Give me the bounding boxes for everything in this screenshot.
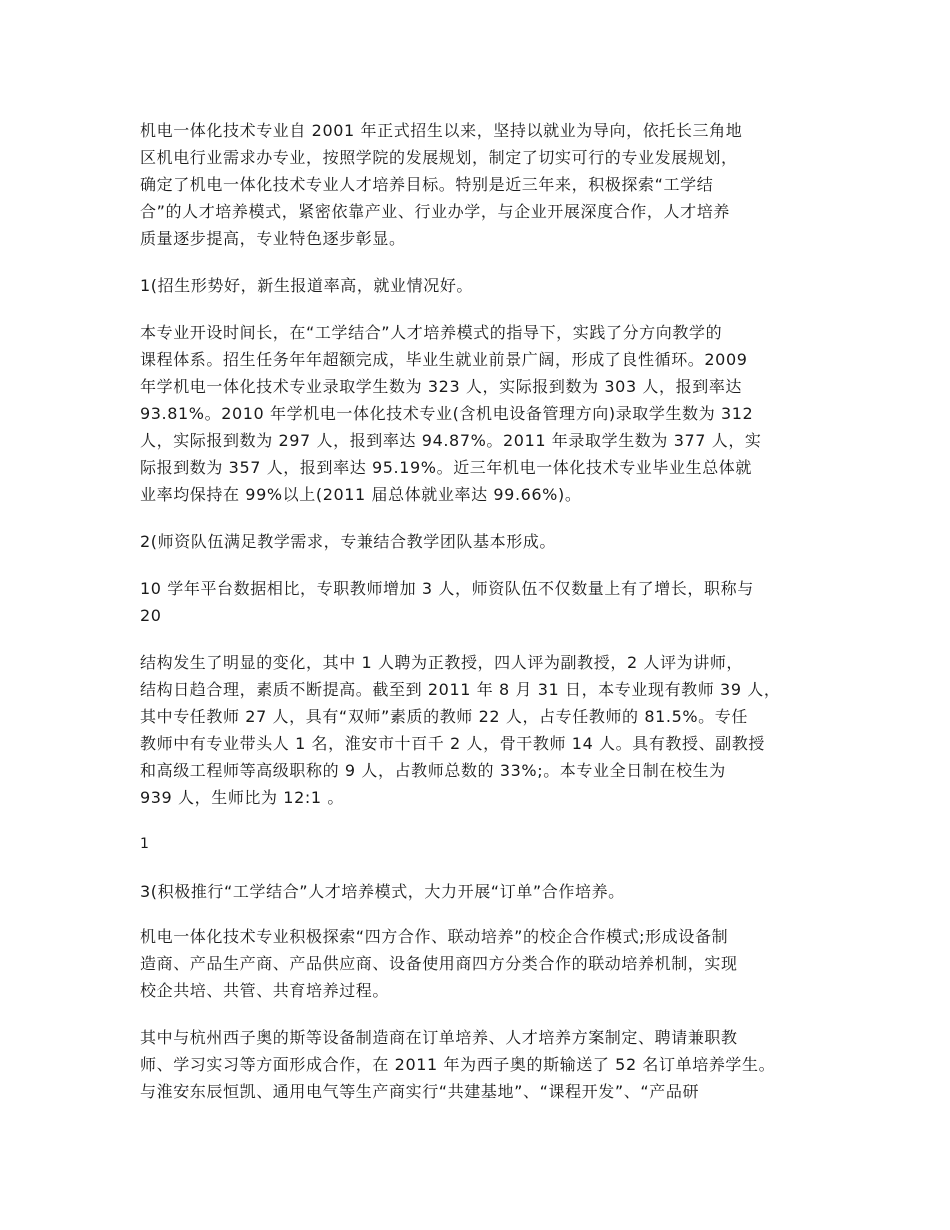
text-line: 结构日趋合理，素质不断提高。截至到 2011 年 8 月 31 日，本专业现有教师 39 人， [140, 680, 781, 699]
paragraph-intro [140, 117, 812, 252]
text-line: 质量逐步提高，专业特色逐步彰显。 [140, 229, 406, 248]
paragraph-cooperation-model [140, 923, 812, 1004]
text-line: 93.81%。2010 年学机电一体化技术专业(含机电设备管理方向)录取学生数为 312 [140, 404, 754, 423]
text-line: 校企共培、共管、共育培养过程。 [140, 981, 390, 1000]
paragraph-faculty-structure [140, 649, 812, 811]
text-line: 本专业开设时间长，在“工学结合”人才培养模式的指导下，实践了分方向教学的 [140, 323, 723, 342]
text-line: 20 [140, 606, 162, 625]
section-heading-2: 2(师资队伍满足教学需求，专兼结合教学团队基本形成。 [140, 532, 557, 551]
text-line: 其中与杭州西子奥的斯等设备制造商在订单培养、人才培养方案制定、聘请兼职教 [140, 1028, 738, 1047]
paragraph-faculty-growth [140, 575, 812, 629]
text-line: 确定了机电一体化技术专业人才培养目标。特别是近三年来，积极探索“工学结 [140, 175, 714, 194]
text-line: 师、学习实习等方面形成合作，在 2011 年为西子奥的斯输送了 52 名订单培养学生。 [140, 1055, 776, 1074]
text-line: 造商、产品生产商、产品供应商、设备使用商四方分类合作的联动培养机制，实现 [140, 954, 738, 973]
text-line: 际报到数为 357 人，报到率达 95.19%。近三年机电一体化技术专业毕业生总体就 [140, 458, 753, 477]
text-line: 课程体系。招生任务年年超额完成，毕业生就业前景广阔，形成了良性循环。2009 [140, 350, 748, 369]
section-heading-3: 3(积极推行“工学结合”人才培养模式，大力开展“订单”合作培养。 [140, 882, 625, 901]
section-heading-1: 1(招生形势好，新生报道率高，就业情况好。 [140, 276, 474, 295]
paragraph-enrollment [140, 319, 812, 508]
page-number: 1 [140, 836, 150, 852]
paragraph-order-training [140, 1024, 812, 1105]
document-body [140, 117, 812, 1105]
text-line: 年学机电一体化技术专业录取学生数为 323 人，实际报到数为 303 人，报到率达 [140, 377, 743, 396]
text-line: 人，实际报到数为 297 人，报到率达 94.87%。2011 年录取学生数为 377 人，实 [140, 431, 762, 450]
text-line: 其中专任教师 27 人，具有“双师”素质的教师 22 人，占专任教师的 81.5%。专任 [140, 707, 748, 726]
text-line: 教师中有专业带头人 1 名，淮安市十百千 2 人，骨干教师 14 人。具有教授、副教授 [140, 734, 766, 753]
text-line: 和高级工程师等高级职称的 9 人，占教师总数的 33%;。本专业全日制在校生为 [140, 761, 726, 780]
text-line: 939 人，生师比为 12:1 。 [140, 788, 344, 807]
text-line: 合”的人才培养模式，紧密依靠产业、行业办学，与企业开展深度合作，人才培养 [140, 202, 730, 221]
text-line: 10 学年平台数据相比，专职教师增加 3 人，师资队伍不仅数量上有了增长，职称与 [140, 579, 754, 598]
text-line: 机电一体化技术专业自 2001 年正式招生以来，坚持以就业为导向，依托长三角地 [140, 121, 743, 140]
text-line: 区机电行业需求办专业，按照学院的发展规划，制定了切实可行的专业发展规划， [140, 148, 738, 167]
text-line: 机电一体化技术专业积极探索“四方合作、联动培养”的校企合作模式;形成设备制 [140, 927, 729, 946]
text-line: 业率均保持在 99%以上(2011 届总体就业率达 99.66%)。 [140, 485, 582, 504]
text-line: 结构发生了明显的变化，其中 1 人聘为正教授，四人评为副教授，2 人评为讲师， [140, 653, 744, 672]
text-line: 与淮安东辰恒凯、通用电气等生产商实行“共建基地”、“课程开发”、“产品研 [140, 1082, 700, 1101]
